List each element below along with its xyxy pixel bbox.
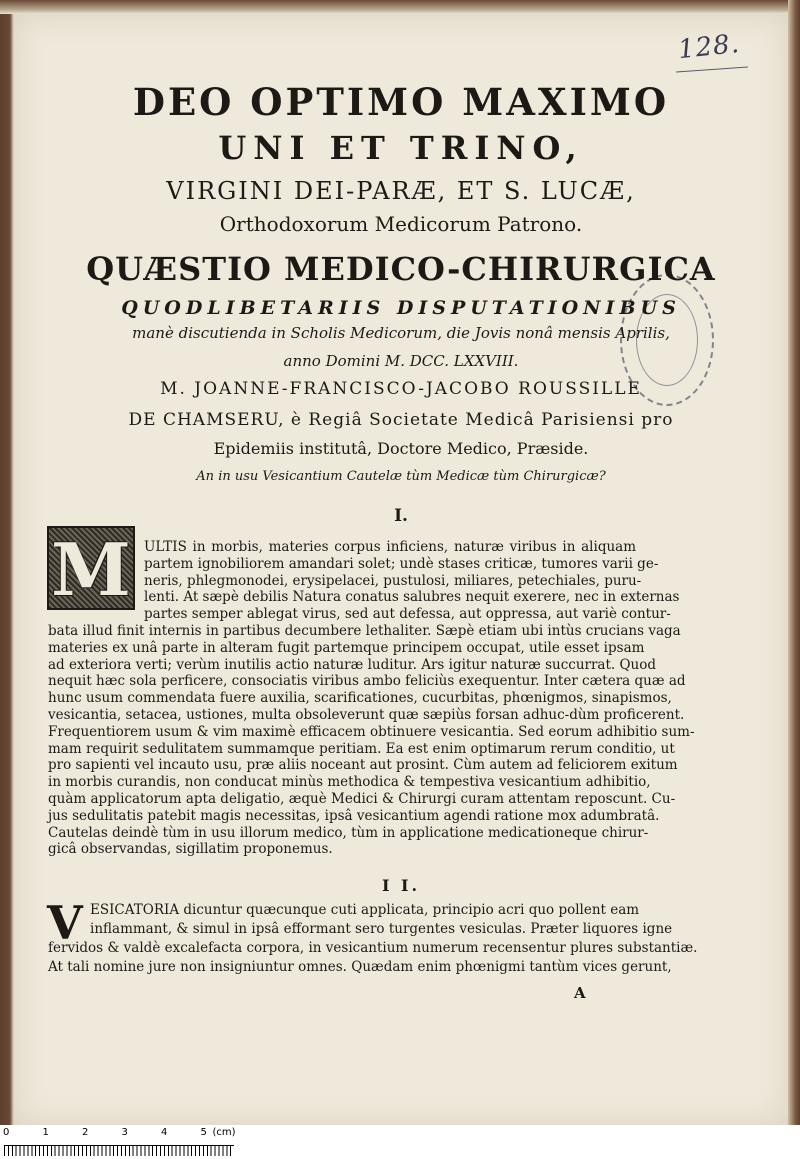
- document-page: [14, 14, 788, 1125]
- body-line: materies ex unâ parte in alteram fugit partemque principem occupat, utile esset ipsam: [48, 639, 645, 656]
- body-line: At tali nomine jure non insigniuntur omnes. Quædam enim phœnigmi tantùm vices gerunt,: [48, 959, 672, 975]
- body-line: nequit hæc sola perficere, consociatis viribus ambo feliciùs exequentur. Inter cætera quæ ad: [48, 673, 686, 690]
- body-line: pro sapienti vel incauto usu, præ aliis noceant aut prosint. Cùm autem ad feliciorem exitum: [48, 757, 678, 774]
- body-line: ULTIS in morbis, materies corpus inficiens, naturæ viribus in aliquam: [144, 539, 636, 555]
- thesis-question: An in usu Vesicantium Cautelæ tùm Medicæ tùm Chirurgicæ?: [196, 469, 606, 484]
- heading-line-4: Orthodoxorum Medicorum Patrono.: [219, 212, 583, 236]
- body-line: neris, phlegmonodei, erysipelacei, pustulosi, miliares, petechiales, puru-: [144, 572, 642, 589]
- heading-line-3: VIRGINI DEI-PARÆ, ET S. LUCÆ,: [166, 177, 636, 205]
- folio-underline: [676, 66, 748, 72]
- page-edge-top: [0, 0, 800, 14]
- ruler-tick-label: 1: [42, 1127, 49, 1138]
- president-name-line-1: M. JOANNE-FRANCISCO-JACOBO ROUSSILLE: [160, 379, 642, 399]
- body-line: lenti. At sæpè debilis Natura conatus salubres nequit exerere, nec in externas: [144, 589, 680, 606]
- ruler-tick-label: 3: [121, 1127, 128, 1138]
- body-line: Frequentiorem usum & vim maximè efficacem obtinuere vesicantia. Sed eorum adhibitio sum-: [48, 723, 695, 740]
- body-line: jus sedulitatis patebit magis necessitas, ipsâ vesicantium agendi ratione mox adumbratâ.: [48, 807, 660, 824]
- president-name-line-3: Epidemiis institutâ, Doctore Medico, Præside.: [213, 439, 589, 458]
- body-line: Cautelas deindè tùm in usu illorum medico, tùm in applicatione medicationeque chirur-: [48, 824, 649, 841]
- body-line: partes semper ablegat virus, sed aut defessa, aut oppressa, aut variè contur-: [144, 606, 671, 623]
- body-line: gicâ observandas, sigillatim proponemus.: [48, 841, 333, 858]
- page-edge-right: [788, 0, 800, 1125]
- thesis-subtitle: QUODLIBETARIIS DISPUTATIONIBUS: [121, 297, 681, 319]
- ruler-bar: [4, 1145, 234, 1156]
- body-line: partem ignobiliorem amandari solet; undè stases criticæ, tumores varii ge-: [144, 555, 659, 572]
- heading-line-2: UNI ET TRINO,: [218, 129, 584, 167]
- folio-number: 128.: [676, 28, 742, 66]
- body-line: in morbis curandis, non conducat minùs methodica & tempestiva vesicantium adhibitio,: [48, 774, 651, 791]
- thesis-year-line: anno Domini M. DCC. LXXVIII.: [283, 352, 519, 370]
- body-line: fervidos & valdè excalefacta corpora, in vesicantium numerum recensentur plures substantiæ.: [48, 940, 698, 956]
- body-line: quàm applicatorum apta deligatio, æquè Medici & Chirurgi curam attentam reposcunt. Cu-: [48, 791, 676, 807]
- ruler-tick-label: 4: [161, 1127, 168, 1138]
- decorated-initial-letter: M: [51, 527, 131, 612]
- ruler-unit-label: (cm): [212, 1127, 236, 1138]
- ruler-tick-label: 5: [200, 1127, 207, 1138]
- president-name-line-2: DE CHAMSERU, è Regiâ Societate Medicâ Parisiensi pro: [128, 410, 674, 430]
- body-line: ad exteriora verti; verùm inutilis actio naturæ luditur. Ars igitur naturæ succurrat. Quod: [48, 656, 657, 673]
- body-line: ESICATORIA dicuntur quæcunque cuti applicata, principio acri quo pollent eam: [90, 902, 640, 918]
- body-line: inflammant, & simul in ipsâ efformant sero turgentes vesiculas. Præter liquores igne: [90, 921, 673, 937]
- body-line: vesicantia, setacea, ustiones, multa obsoleverunt quæ sæpiùs forsan adhuc-dùm proficerent.: [48, 707, 685, 723]
- section-1-numeral: I.: [394, 506, 408, 526]
- heading-line-1: DEO OPTIMO MAXIMO: [132, 80, 670, 124]
- decorated-initial: [47, 526, 135, 610]
- ruler-tick-label: 2: [82, 1127, 89, 1138]
- body-line: mam requirit sedulitatem summamque peritiam. Ea est enim optimarum rerum conditio, ut: [48, 740, 675, 757]
- section-2-numeral: I I.: [381, 876, 421, 895]
- ruler-tick-label: 0: [3, 1127, 10, 1138]
- thesis-title: QUÆSTIO MEDICO-CHIRURGICA: [86, 250, 716, 288]
- thesis-date-line: manè discutienda in Scholis Medicorum, die Jovis nonâ mensis Aprilis,: [132, 324, 670, 342]
- body-line: hunc usum commendata fuere auxilia, scarificationes, cucurbitas, phœnigmos, sinapismos,: [48, 690, 672, 707]
- signature-mark: A: [574, 984, 586, 1002]
- section-2-initial: V: [47, 896, 83, 950]
- body-line: bata illud finit internis in partibus decumbere lethaliter. Sæpè etiam ubi intùs crucians vaga: [48, 623, 681, 639]
- scale-ruler: [0, 1125, 800, 1159]
